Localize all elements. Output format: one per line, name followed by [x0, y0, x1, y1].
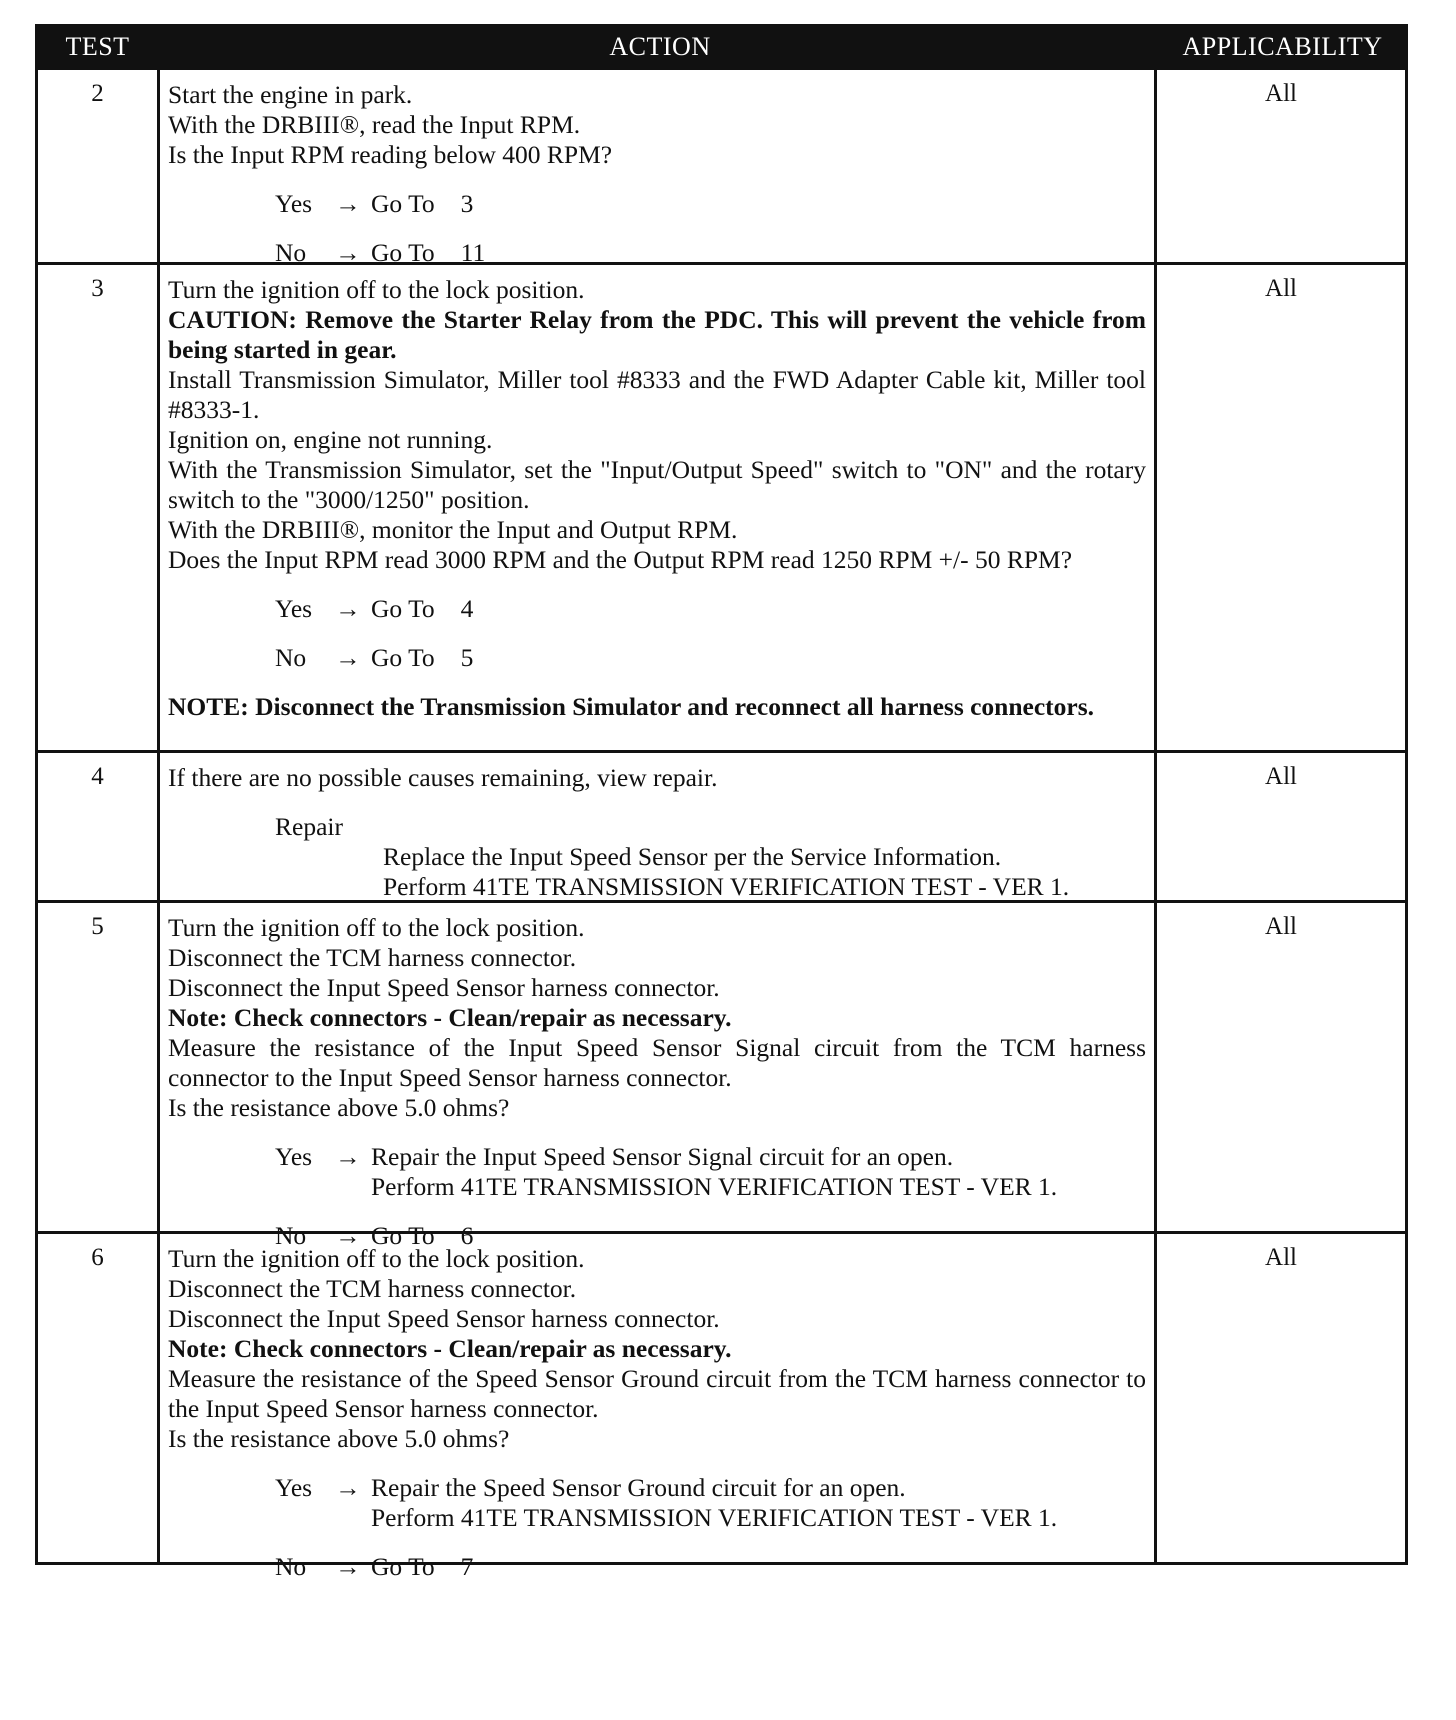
simulator-text: With the Transmission Simulator, set the "Input/Output Speed" switch to "ON" and the rotary switch to the "3000/1250" position. [168, 455, 1146, 514]
action-line: With the DRBIII®, read the Input RPM. [168, 110, 581, 139]
note-text: Note: Check connectors - Clean/repair as necessary. [168, 1003, 732, 1032]
arrow-icon: → [335, 1552, 361, 1581]
yes-branch [168, 594, 1146, 624]
arrow-icon: → [335, 189, 361, 218]
action-line: Start the engine in park. [168, 80, 413, 109]
action-cell [157, 903, 1157, 1250]
note-text: Note: Check connectors - Clean/repair as necessary. [168, 1334, 732, 1363]
table-row [38, 262, 1405, 750]
applicability-cell: All [1265, 763, 1297, 790]
action-line: With the DRBIII®, monitor the Input and Output RPM. [168, 515, 738, 544]
arrow-icon: → [335, 1142, 361, 1171]
question-text: Does the Input RPM read 3000 RPM and the Output RPM read 1250 RPM +/- 50 RPM? [168, 545, 1073, 574]
yes-action-line: Perform 41TE TRANSMISSION VERIFICATION TEST - VER 1. [371, 1172, 1058, 1201]
no-branch [168, 1552, 1146, 1582]
action-cell [157, 1234, 1157, 1581]
arrow-icon: → [335, 643, 361, 672]
goto-number: 4 [460, 594, 474, 623]
measure-text: Measure the resistance of the Input Speed Sensor Signal circuit from the TCM harness connector to the Input Speed Sensor harness connector. [168, 1033, 1146, 1092]
action-line: Turn the ignition off to the lock position. [168, 275, 585, 304]
diagnostic-table [35, 24, 1408, 1581]
yes-branch [168, 189, 1146, 219]
arrow-icon: → [335, 1221, 361, 1250]
yes-action-line: Repair the Speed Sensor Ground circuit for an open. [371, 1473, 906, 1502]
question-text: Is the resistance above 5.0 ohms? [168, 1093, 510, 1122]
test-number: 5 [91, 913, 104, 940]
header-applicability: APPLICABILITY [1182, 32, 1383, 61]
action-line: If there are no possible causes remaining, view repair. [168, 763, 718, 792]
repair-label: Repair [275, 812, 343, 841]
table-row [38, 900, 1405, 1250]
action-line: Disconnect the TCM harness connector. [168, 1274, 577, 1303]
no-label: No [275, 1552, 307, 1581]
arrow-icon: → [335, 1473, 361, 1502]
action-line: Disconnect the Input Speed Sensor harness connector. [168, 1304, 720, 1333]
applicability-cell: All [1265, 80, 1297, 107]
yes-label: Yes [275, 1473, 313, 1502]
arrow-icon: → [335, 238, 361, 267]
test-number: 6 [91, 1244, 104, 1271]
no-branch [168, 643, 1146, 673]
no-label: No [275, 643, 307, 672]
yes-label: Yes [275, 594, 313, 623]
goto-number: 11 [460, 238, 486, 267]
note-text: NOTE: Disconnect the Transmission Simulator and reconnect all harness connectors. [168, 692, 1095, 721]
yes-branch [168, 1142, 1146, 1202]
goto-label: Go To [371, 238, 435, 267]
no-label: No [275, 1221, 307, 1250]
action-cell [157, 70, 1157, 267]
question-text: Is the resistance above 5.0 ohms? [168, 1424, 510, 1453]
header-action: ACTION [157, 27, 1160, 67]
caution-text: CAUTION: Remove the Starter Relay from the PDC. This will prevent the vehicle from being started in gear. [168, 305, 1146, 364]
goto-number: 3 [460, 189, 474, 218]
action-line: Turn the ignition off to the lock position. [168, 913, 585, 942]
no-branch [168, 238, 1146, 268]
repair-line: Perform 41TE TRANSMISSION VERIFICATION TEST - VER 1. [383, 872, 1070, 901]
table-row [38, 1231, 1405, 1581]
yes-action [371, 1473, 1057, 1533]
action-line: Disconnect the TCM harness connector. [168, 943, 577, 972]
yes-action-line: Repair the Input Speed Sensor Signal circuit for an open. [371, 1142, 954, 1171]
goto-label: Go To [371, 643, 435, 672]
applicability-cell: All [1265, 1244, 1297, 1271]
yes-branch [168, 1473, 1146, 1533]
goto-number: 6 [460, 1221, 474, 1250]
table-header [38, 27, 1405, 67]
goto-number: 7 [460, 1552, 474, 1581]
action-cell [157, 753, 1157, 900]
measure-text: Measure the resistance of the Speed Sensor Ground circuit from the TCM harness connector to the Input Speed Sensor harness connector. [168, 1364, 1146, 1423]
repair-block [168, 812, 1146, 902]
arrow-icon: → [335, 594, 361, 623]
install-text: Install Transmission Simulator, Miller tool #8333 and the FWD Adapter Cable kit, Miller tool #8333-1. [168, 365, 1146, 424]
table-row [38, 750, 1405, 900]
goto-label: Go To [371, 1221, 435, 1250]
table-row [38, 67, 1405, 267]
applicability-cell: All [1265, 275, 1297, 302]
no-label: No [275, 238, 307, 267]
header-test: TEST [65, 32, 130, 61]
yes-action [371, 1142, 1057, 1202]
test-number: 2 [91, 80, 104, 107]
action-line: Disconnect the Input Speed Sensor harness connector. [168, 973, 720, 1002]
action-line: Is the Input RPM reading below 400 RPM? [168, 140, 613, 169]
yes-label: Yes [275, 189, 313, 218]
yes-action-line: Perform 41TE TRANSMISSION VERIFICATION TEST - VER 1. [371, 1503, 1058, 1532]
yes-label: Yes [275, 1142, 313, 1171]
test-number: 4 [91, 763, 104, 790]
goto-label: Go To [371, 1552, 435, 1581]
action-line: Turn the ignition off to the lock position. [168, 1244, 585, 1273]
action-line: Ignition on, engine not running. [168, 425, 493, 454]
goto-label: Go To [371, 189, 435, 218]
repair-line: Replace the Input Speed Sensor per the Service Information. [383, 842, 1002, 871]
applicability-cell: All [1265, 913, 1297, 940]
goto-label: Go To [371, 594, 435, 623]
test-number: 3 [91, 275, 104, 302]
action-cell [157, 265, 1157, 750]
goto-number: 5 [460, 643, 474, 672]
